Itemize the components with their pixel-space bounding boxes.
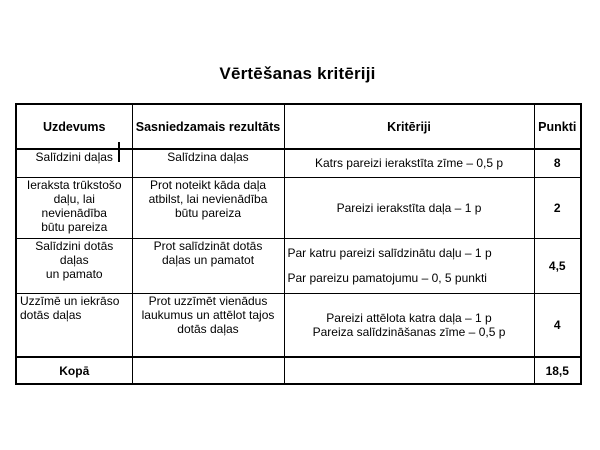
cell-punkti: 4 bbox=[534, 293, 581, 357]
table-total-row bbox=[16, 357, 581, 384]
table-row bbox=[16, 149, 581, 177]
stray-line-artifact bbox=[118, 142, 120, 162]
cell-line: Salīdzini daļas bbox=[35, 150, 113, 164]
cell-kriteriji bbox=[284, 238, 534, 293]
cell-punkti: 4,5 bbox=[534, 238, 581, 293]
cell-line: un pamato bbox=[45, 266, 103, 281]
cell-rezultats bbox=[132, 177, 284, 238]
cell-line: dotās daļas bbox=[20, 307, 82, 322]
cell-line: Pareiza salīdzināšanas zīme – 0,5 p bbox=[312, 324, 506, 339]
total-points-cell: 18,5 bbox=[534, 357, 581, 384]
header-punkti: Punkti bbox=[534, 104, 581, 149]
header-kriteriji: Kritēriji bbox=[284, 104, 534, 149]
criteria-table bbox=[15, 103, 582, 385]
cell-line: Pareizi attēlota katra daļa – 1 p bbox=[326, 310, 492, 325]
cell-line: Par katru pareizi salīdzinātu daļu – 1 p bbox=[287, 246, 492, 260]
cell-line: Prot salīdzināt dotās bbox=[153, 238, 263, 253]
header-rezultats: Sasniedzamais rezultāts bbox=[132, 104, 284, 149]
cell-uzdevums bbox=[16, 177, 132, 238]
cell-line: Ieraksta trūkstošo bbox=[26, 177, 122, 192]
cell-line: Uzzīmē un iekrāso bbox=[20, 293, 120, 308]
cell-kriteriji bbox=[284, 149, 534, 177]
cell-line: atbilst, lai nevienādība bbox=[148, 191, 268, 206]
cell-line: Par pareizu pamatojumu – 0, 5 punkti bbox=[287, 271, 487, 285]
cell-line: Prot noteikt kāda daļa bbox=[149, 177, 267, 192]
cell-rezultats bbox=[132, 149, 284, 177]
table-header-row bbox=[16, 104, 581, 149]
cell-line: Salīdzini dotās daļas bbox=[35, 238, 114, 267]
header-uzdevums: Uzdevums bbox=[16, 104, 132, 149]
cell-rezultats bbox=[132, 293, 284, 357]
page-title: Vērtēšanas kritēriji bbox=[219, 64, 376, 83]
cell-line: daļu, lai nevienādība bbox=[41, 191, 107, 220]
empty-cell bbox=[132, 357, 284, 384]
cell-line: daļas un pamatot bbox=[161, 252, 255, 267]
cell-line: Salīdzina daļas bbox=[167, 150, 249, 164]
cell-punkti: 8 bbox=[534, 149, 581, 177]
cell-line: Prot uzzīmēt vienādus bbox=[148, 293, 268, 308]
cell-uzdevums bbox=[16, 293, 132, 357]
cell-uzdevums bbox=[16, 238, 132, 293]
cell-line: Pareizi ierakstīta daļa – 1 p bbox=[336, 200, 482, 215]
cell-line: būtu pareiza bbox=[174, 205, 242, 220]
total-label-cell: Kopā bbox=[16, 357, 132, 384]
cell-line: dotās daļas bbox=[177, 321, 239, 336]
table-row bbox=[16, 177, 581, 238]
cell-line: laukumus un attēlot tajos bbox=[141, 307, 275, 322]
cell-punkti: 2 bbox=[534, 177, 581, 238]
cell-line: Katrs pareizi ierakstīta zīme – 0,5 p bbox=[314, 156, 504, 171]
cell-kriteriji bbox=[284, 177, 534, 238]
cell-line: būtu pareiza bbox=[41, 219, 108, 234]
table-row bbox=[16, 293, 581, 357]
cell-uzdevums bbox=[16, 149, 132, 177]
table-row bbox=[16, 238, 581, 293]
empty-cell bbox=[284, 357, 534, 384]
cell-kriteriji bbox=[284, 293, 534, 357]
cell-rezultats bbox=[132, 238, 284, 293]
